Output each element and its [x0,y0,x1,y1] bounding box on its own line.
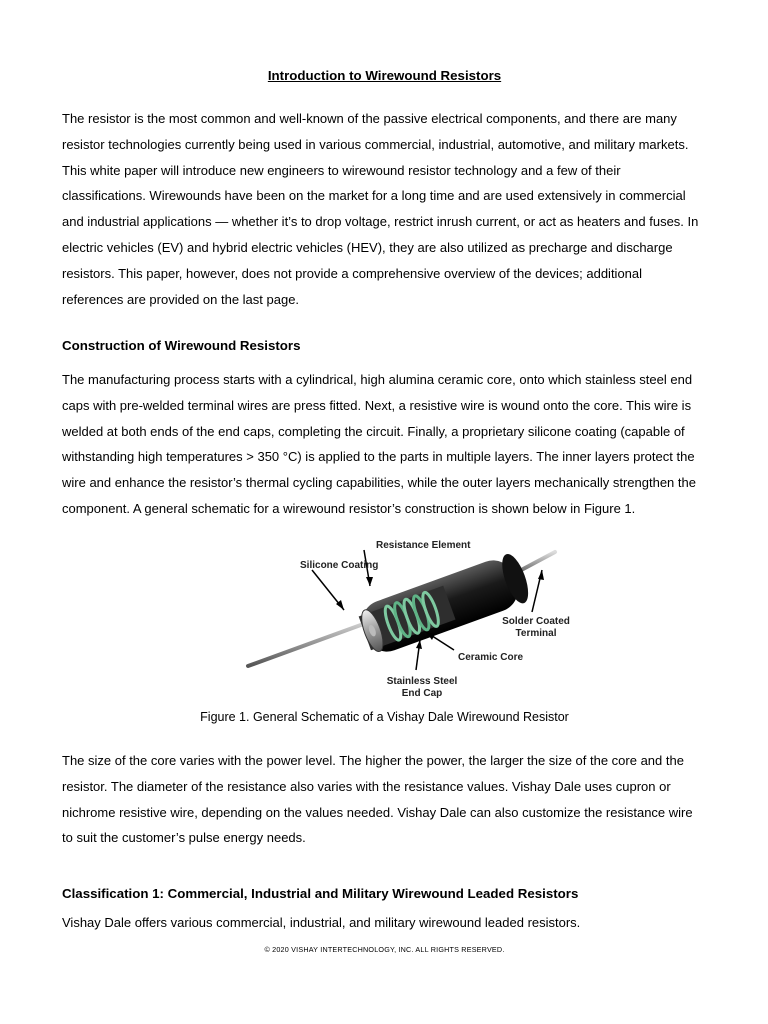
classification-1-paragraph: Vishay Dale offers various commercial, industrial, and military wirewound leaded resistors. [62,915,581,930]
label-resistance-element: Resistance Element [376,540,471,551]
label-stainless-steel: Stainless Steel [386,676,458,687]
core-size-paragraph: The size of the core varies with the power level. The higher the power, the larger the size of the core and the resistor. The diameter of the resistance also varies with the resistance values. Vishay Dale uses cupron or nichrome resistive wire, depending on the values needed. Vishay Dale can also customize the resistance wire to suit the customer’s pulse energy needs. [62,753,693,846]
document-title: Introduction to Wirewound Resistors [267,68,502,83]
left-terminal-lead [248,618,380,666]
section-heading-classification-1: Classification 1: Commercial, Industrial and Military Wirewound Leaded Resistors [62,886,579,901]
section-heading-construction: Construction of Wirewound Resistors [62,338,301,353]
construction-paragraph: The manufacturing process starts with a cylindrical, high alumina ceramic core, onto which stainless steel end caps with pre-welded terminal wires are press fitted. Next, a resistive wire is wound onto the core. This wire is welded at both ends of the end caps, completing the circuit. Finally, a proprietary silicone coating (capable of withstanding high temperatures > 350 °C) is applied to the parts in multiple layers. The inner layers protect the wire and enhance the resistor’s thermal cycling capabilities, while the outer layers mechanically strengthen the component. A general schematic for a wirewound resistor’s construction is shown below in Figure 1. [62,372,696,516]
label-solder-coated: Solder Coated [502,616,570,627]
label-ceramic-core: Ceramic Core [458,652,524,663]
intro-paragraph: The resistor is the most common and well-known of the passive electrical components, and there are many resistor technologies currently being used in various commercial, industrial, automotive, and military markets. This white paper will introduce new engineers to wirewound resistor technology and a few of their classifications. Wirewounds have been on the market for a long time and are used extensively in commercial and industrial applications — whether it’s to drop voltage, restrict inrush current, or act as heaters and fuses. In electric vehicles (EV) and hybrid electric vehicles (HEV), they are also utilized as precharge and discharge resistors. This paper, however, does not provide a comprehensive overview of the devices; additional references are provided on the last page. [62,111,699,307]
resistor-body [356,551,534,658]
label-terminal: Terminal [515,628,557,639]
label-end-cap: End Cap [401,688,443,699]
label-silicone-coating: Silicone Coating [300,560,379,571]
resistor-schematic-figure [240,536,570,702]
figure-caption: Figure 1. General Schematic of a Vishay Dale Wirewound Resistor [200,710,569,724]
copyright-footer: © 2020 VISHAY INTERTECHNOLOGY, INC. ALL RIGHTS RESERVED. [264,945,505,954]
